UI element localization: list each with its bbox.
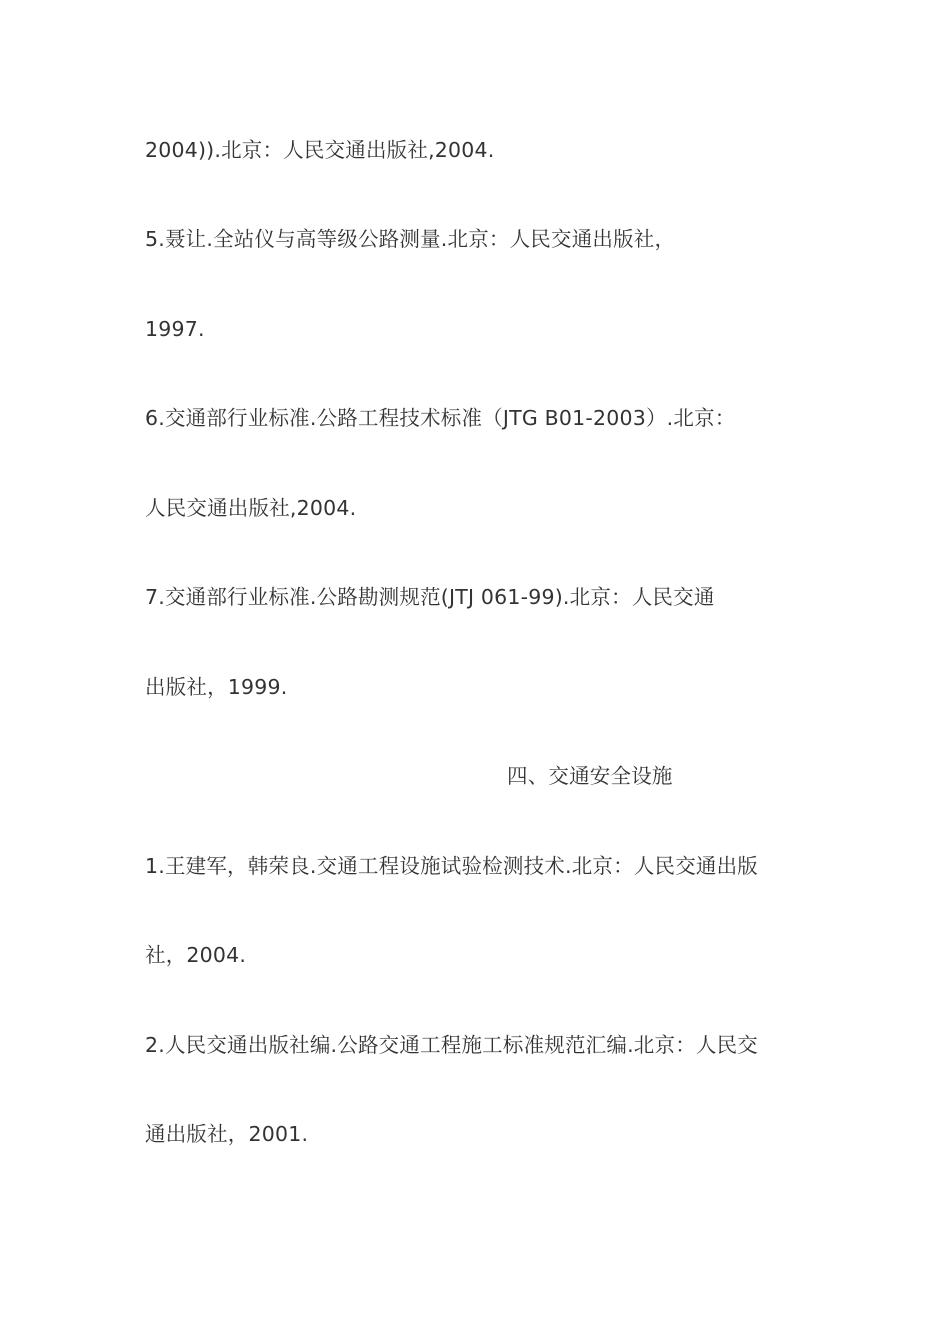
reference-line: 通出版社，2001. — [145, 1122, 309, 1146]
section-heading: 四、交通安全设施 — [507, 764, 673, 788]
reference-line: 1.王建军，韩荣良.交通工程设施试验检测技术.北京：人民交通出版 — [145, 854, 758, 878]
reference-line: 5.聂让.全站仪与高等级公路测量.北京：人民交通出版社， — [145, 227, 676, 251]
reference-line: 出版社，1999. — [145, 675, 288, 699]
reference-line: 1997. — [145, 317, 205, 341]
reference-line: 社，2004. — [145, 943, 247, 967]
reference-line: 人民交通出版社,2004. — [145, 496, 357, 520]
reference-line: 7.交通部行业标准.公路勘测规范(JTJ 061-99).北京：人民交通 — [145, 585, 715, 609]
reference-line: 2.人民交通出版社编.公路交通工程施工标准规范汇编.北京：人民交 — [145, 1033, 758, 1057]
reference-line: 2004)).北京：人民交通出版社,2004. — [145, 138, 495, 162]
reference-line: 6.交通部行业标准.公路工程技术标准（JTG B01-2003）.北京： — [145, 406, 736, 430]
